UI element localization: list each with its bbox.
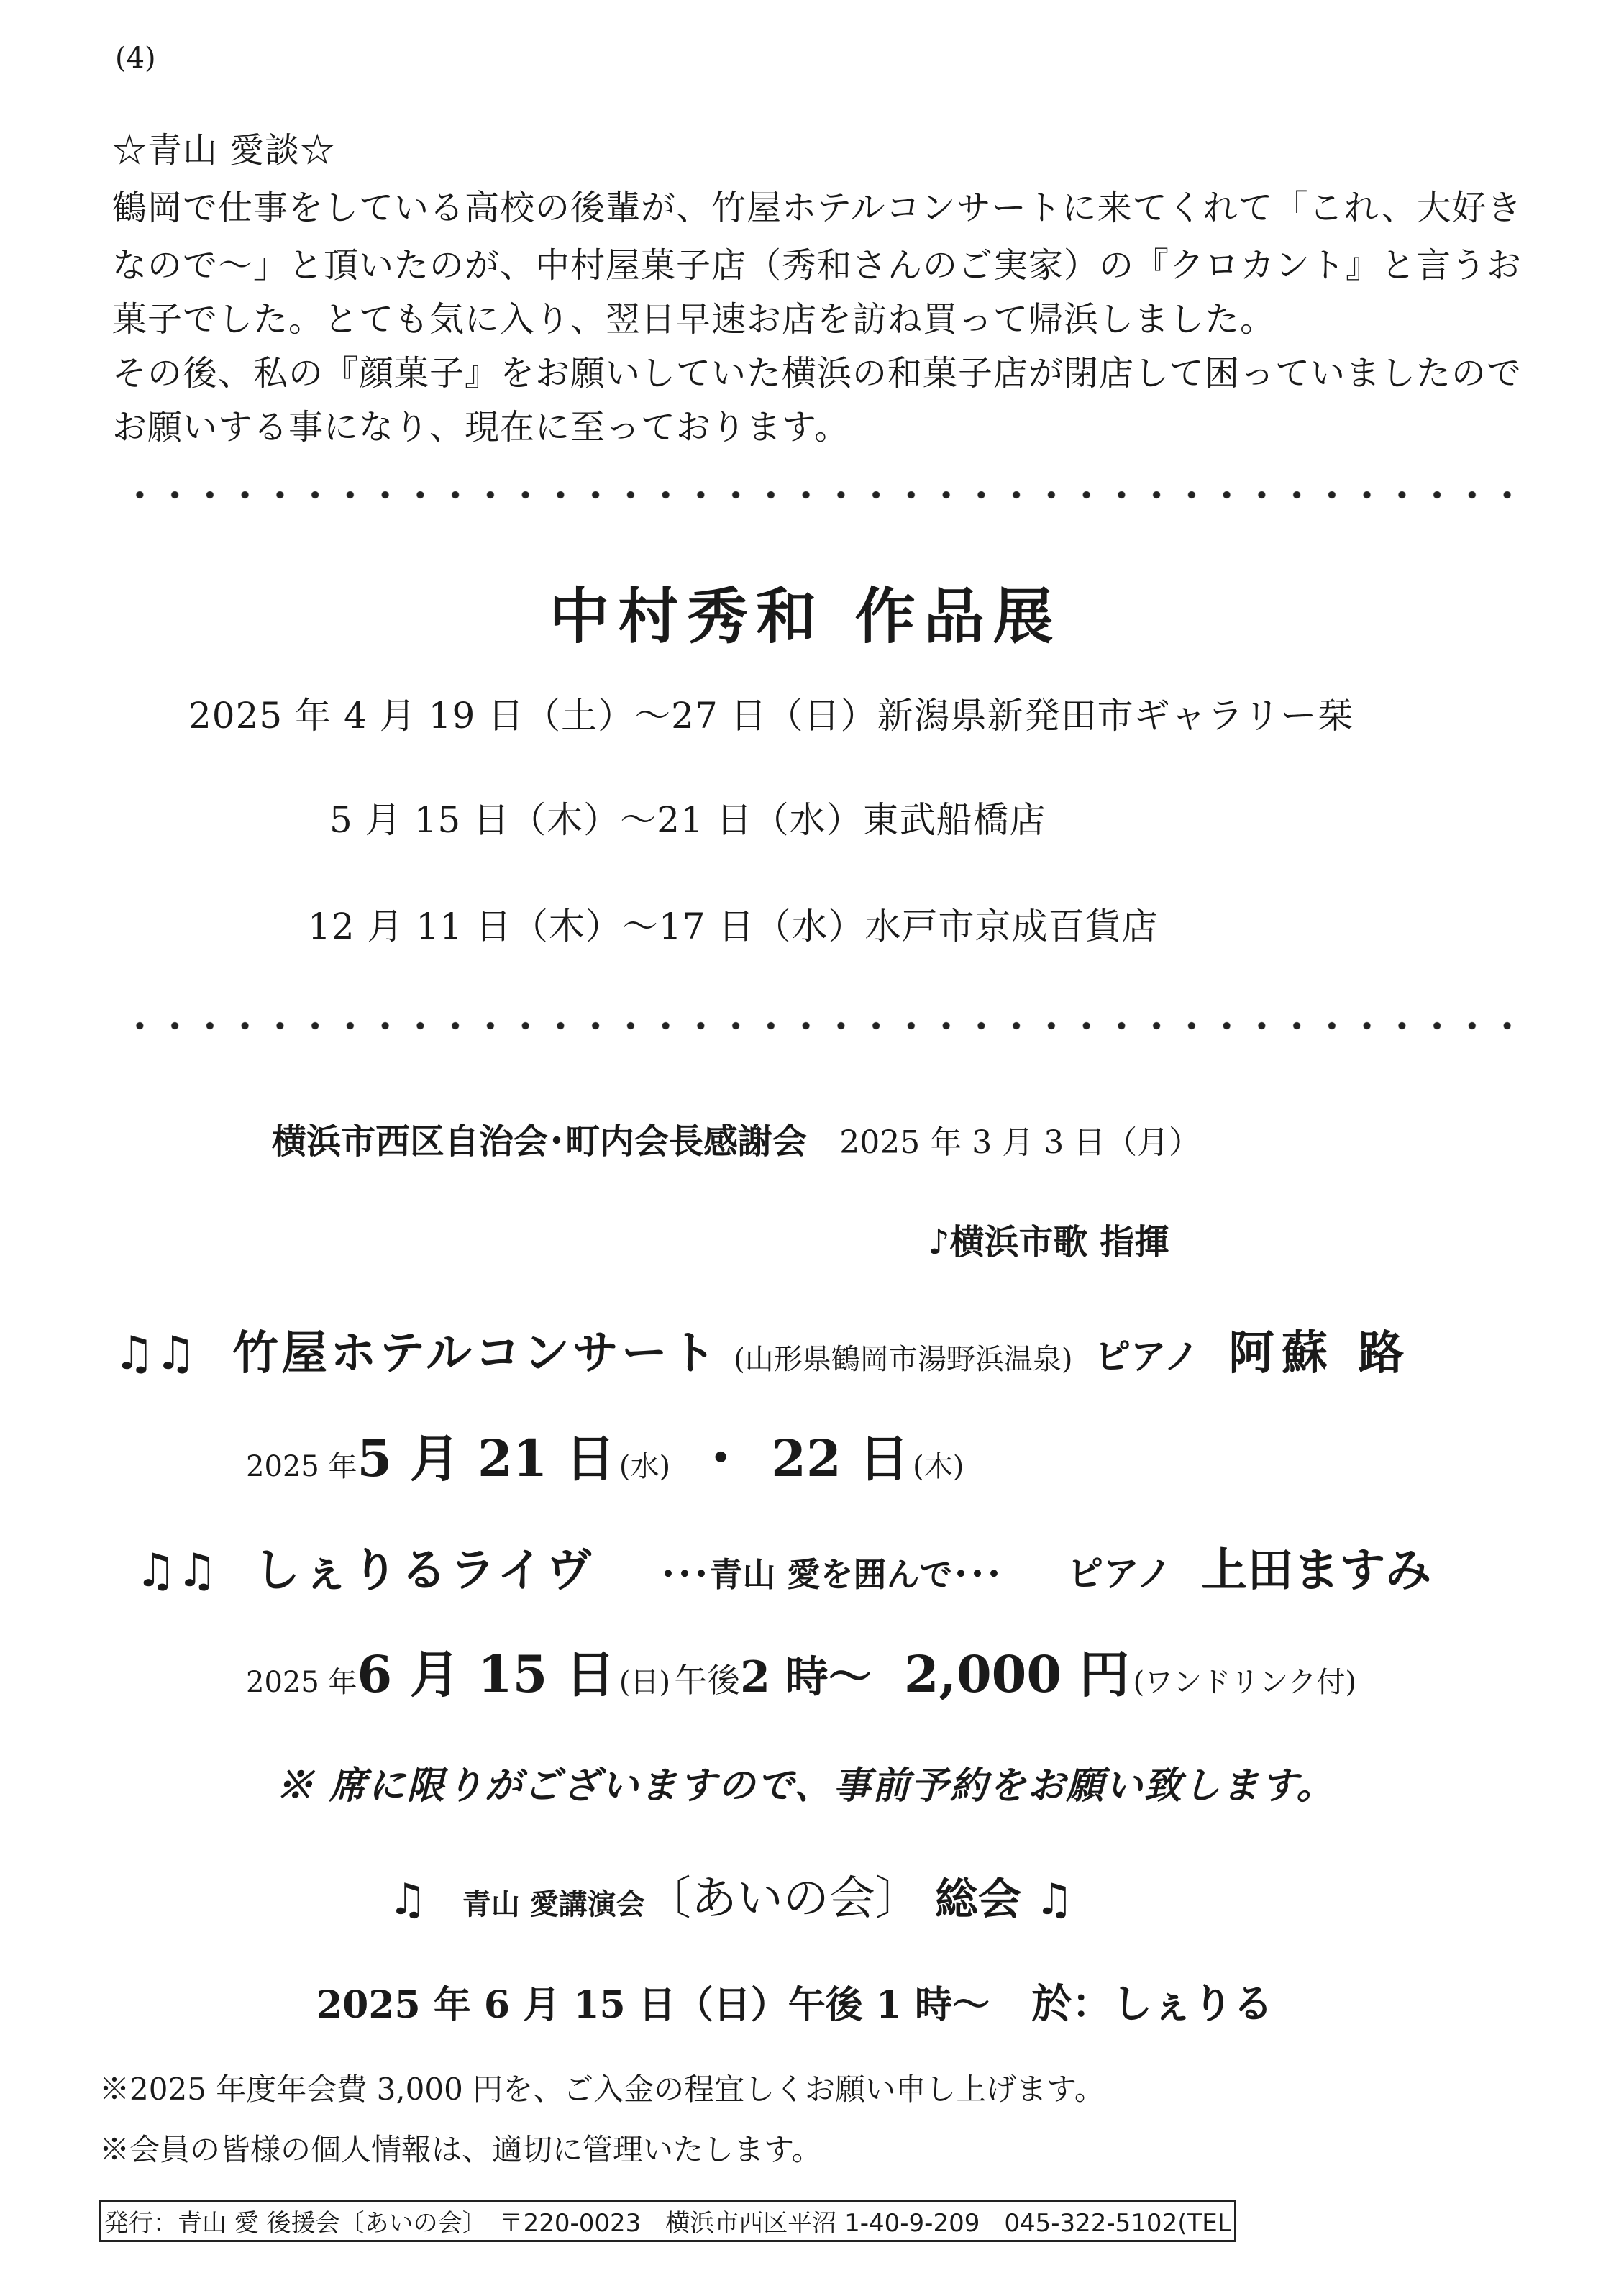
general-meeting-venue: 於：しぇりる: [1031, 1980, 1274, 2028]
concert1-sep: ・: [695, 1429, 747, 1488]
dotted-divider: [122, 1021, 1525, 1030]
footer-publisher: 発行：青山 愛 後援会〔あいの会〕 〒220-0023 横浜市西区平沼 1-40-9-209 045-322-5102(TEL: [99, 2200, 1236, 2242]
essay-heading: ☆青山 愛談☆: [112, 130, 336, 170]
essay-line: その後、私の『顔菓子』をお願いしていた横浜の和菓子店が閉店して困っていましたので: [112, 353, 1523, 393]
music-note-icon: ♫♫: [135, 1544, 218, 1598]
concert2-price: 2,000 円: [903, 1644, 1130, 1704]
exhibition-schedule-2: 5 月 15 日（木）〜21 日（水）東武船橋店: [329, 799, 1046, 841]
thanks-meeting-role: ♪横浜市歌 指揮: [928, 1222, 1169, 1262]
concert2-price-note: (ワンドリンク付): [1133, 1666, 1356, 1699]
music-note-icon: ♫: [1034, 1874, 1074, 1925]
music-note-icon: ♫♫: [114, 1326, 196, 1380]
concert1-location: (山形県鶴岡市湯野浜温泉): [734, 1343, 1073, 1376]
concert1-date-a: 5 月 21 日: [357, 1429, 616, 1488]
exhibition-schedule-3: 12 月 11 日（木）〜17 日（水）水戸市京成百貨店: [308, 906, 1159, 947]
concert2-subtitle: ･･･青山 愛を囲んで･･･: [660, 1555, 1003, 1594]
note-line: ※会員の皆様の個人情報は、適切に管理いたします。: [99, 2132, 822, 2167]
reservation-note: ※ 席に限りがございますので、事前予約をお願い致します。: [275, 1764, 1336, 1808]
concert2-piano-label: ピアノ: [1067, 1552, 1172, 1595]
general-meeting-date-row: [316, 1972, 1273, 2030]
essay-line: 鶴岡で仕事をしている高校の後輩が、竹屋ホテルコンサートに来てくれて「これ、大好き: [112, 188, 1523, 228]
thanks-meeting-title: 横浜市西区自治会･町内会長感謝会: [272, 1121, 808, 1162]
concert2-time-label: 午後: [674, 1661, 741, 1700]
general-meeting-prefix: 青山 愛講演会: [462, 1887, 645, 1921]
concert2-day: (日): [619, 1666, 671, 1699]
concert2-date-value: 6 月 15 日: [357, 1644, 616, 1704]
concert1-date: [246, 1418, 964, 1491]
concert1-day-a: (水): [619, 1450, 671, 1483]
concert2-title: しぇりるライヴ: [254, 1544, 595, 1598]
essay-line: 菓子でした。とても気に入り、翌日早速お店を訪ね買って帰浜しました。: [112, 299, 1276, 340]
concert1-heading: [114, 1316, 1411, 1382]
thanks-meeting-date: 2025 年 3 月 3 日（月）: [839, 1124, 1201, 1161]
concert2-year: 2025 年: [246, 1666, 357, 1699]
concert1-pianist: 阿蘇 路: [1228, 1326, 1412, 1380]
note-line: ※2025 年度年会費 3,000 円を、ご入金の程宜しくお願い申し上げます。: [99, 2072, 1105, 2107]
concert1-year: 2025 年: [246, 1450, 357, 1483]
concert1-day-b: (木): [913, 1450, 964, 1483]
concert2-pianist: 上田ますみ: [1201, 1544, 1432, 1598]
concert1-date-b: 22 日: [771, 1429, 910, 1488]
page-number: (4): [115, 42, 156, 75]
exhibition-schedule-1: 2025 年 4 月 19 日（土）〜27 日（日）新潟県新発田市ギャラリー栞: [188, 695, 1354, 737]
general-meeting-heading: [388, 1862, 1074, 1928]
concert1-title: 竹屋ホテルコンサート: [232, 1326, 719, 1380]
concert2-time: 2 時〜: [740, 1652, 872, 1703]
general-meeting-name: 〔あいの会〕: [644, 1872, 921, 1926]
concert2-date: [246, 1634, 1356, 1707]
concert1-piano-label: ピアノ: [1094, 1335, 1200, 1377]
thanks-meeting: [272, 1113, 1200, 1163]
concert2-heading: [135, 1534, 1431, 1600]
exhibition-title: 中村秀和 作品展: [549, 580, 1062, 652]
general-meeting-date: 2025 年 6 月 15 日（日）午後 1 時〜: [316, 1983, 990, 2027]
general-meeting-suffix: 総会: [934, 1874, 1021, 1925]
essay-line: お願いする事になり、現在に至っております。: [112, 407, 850, 447]
dotted-divider: [122, 491, 1525, 499]
music-note-icon: ♫: [388, 1874, 427, 1925]
essay-line: なので〜」と頂いたのが、中村屋菓子店（秀和さんのご実家）の『クロカント』と言うお: [112, 245, 1523, 286]
